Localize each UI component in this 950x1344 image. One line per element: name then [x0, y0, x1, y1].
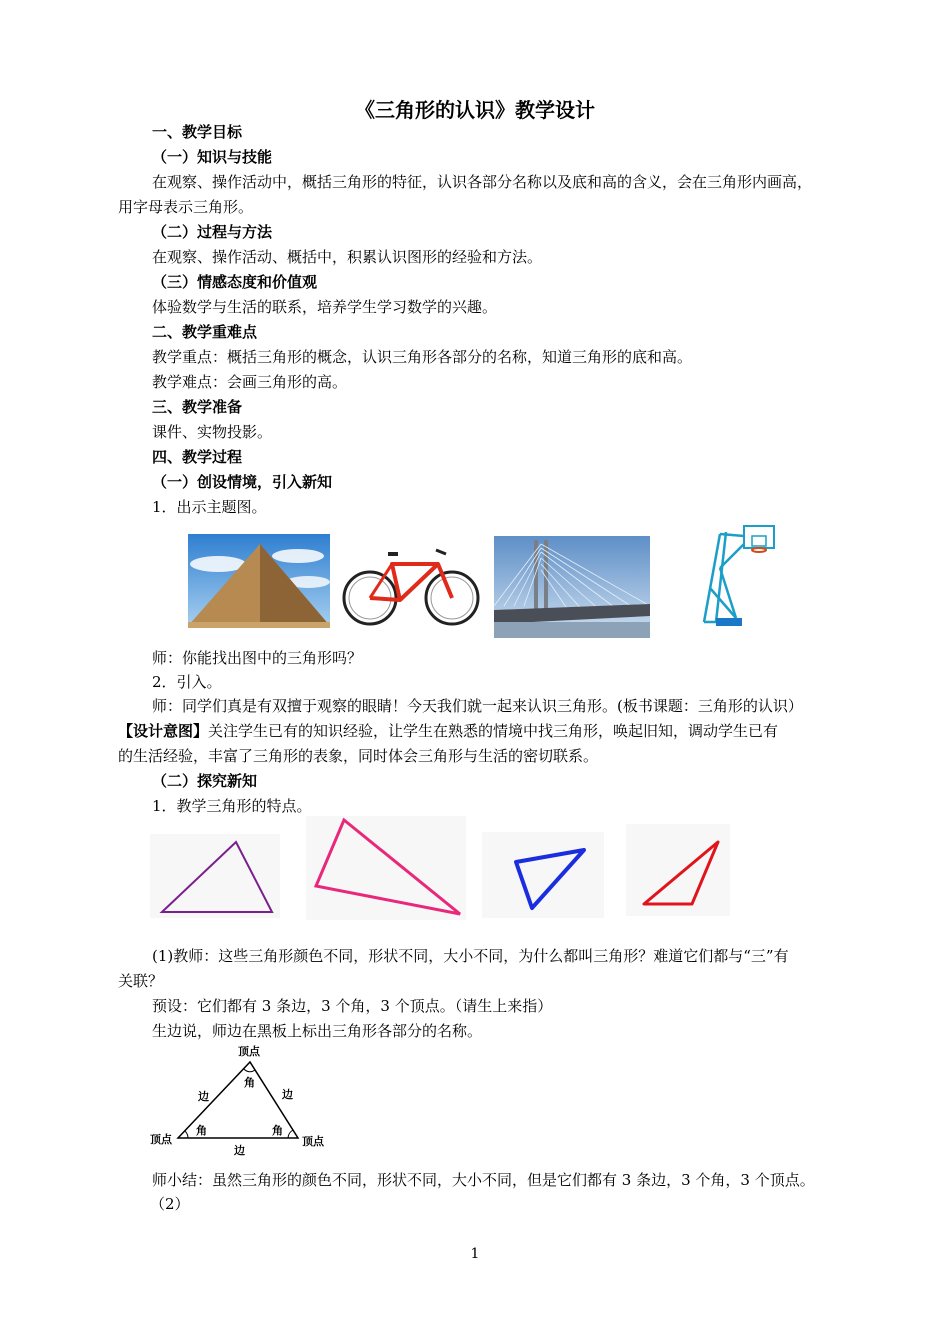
side-bottom-label: 边 — [234, 1144, 245, 1157]
angle-right-label: 角 — [272, 1124, 283, 1137]
page-number: 1 — [470, 1246, 480, 1262]
question-1-a: (1)教师：这些三角形颜色不同，形状不同，大小不同，为什么都叫三角形？难道它们都与“三”有 — [152, 947, 789, 965]
heading-key: 二、教学重难点 — [152, 323, 258, 341]
paragraph-step2: 2．引入。 — [152, 673, 222, 691]
heading-goal1: （一）知识与技能 — [152, 148, 273, 166]
angle-left-label: 角 — [196, 1124, 207, 1137]
preset-answer: 预设：它们都有 3 条边，3 个角，3 个顶点。（请生上来指） — [152, 997, 553, 1015]
bridge-image — [494, 536, 650, 638]
basketball-hoop-image — [686, 518, 782, 632]
next-item: （2） — [150, 1195, 190, 1213]
teacher-summary: 师小结：虽然三角形的颜色不同，形状不同，大小不同，但是它们都有 3 条边，3 个角，3 个顶点。 — [152, 1171, 815, 1189]
triangle-purple — [150, 834, 280, 918]
paragraph-difficulty: 教学难点：会画三角形的高。 — [152, 373, 348, 391]
teacher-question: 师：你能找出图中的三角形吗？ — [152, 649, 363, 667]
paragraph-prep: 课件、实物投影。 — [152, 423, 273, 441]
paragraph-goal2: 在观察、操作活动、概括中，积累认识图形的经验和方法。 — [152, 248, 543, 266]
paragraph-goal3: 体验数学与生活的联系，培养学生学习数学的兴趣。 — [152, 298, 498, 316]
mark-instruction: 生边说，师边在黑板上标出三角形各部分的名称。 — [152, 1022, 483, 1040]
side-right-label: 边 — [282, 1088, 293, 1101]
vertex-top-label: 顶点 — [238, 1045, 260, 1058]
angle-top-label: 角 — [244, 1076, 255, 1089]
question-1-b: 关联？ — [118, 972, 164, 990]
paragraph-goal1-b: 用字母表示三角形。 — [118, 198, 254, 216]
heading-process: 四、教学过程 — [152, 448, 243, 466]
paragraph-step1: 1．出示主题图。 — [152, 498, 267, 516]
paragraph-goal1-a: 在观察、操作活动中，概括三角形的特征，认识各部分名称以及底和高的含义，会在三角形内画高， — [152, 173, 813, 191]
heading-prep: 三、教学准备 — [152, 398, 243, 416]
triangle-blue — [482, 832, 604, 918]
design-intent-b: 的生活经验，丰富了三角形的表象，同时体会三角形与生活的密切联系。 — [118, 747, 599, 765]
design-intent-a — [118, 721, 778, 741]
paragraph-proc2-step1: 1．教学三角形的特点。 — [152, 797, 312, 815]
design-intent-label: 【设计意图】 — [118, 722, 209, 740]
paragraph-key: 教学重点：概括三角形的概念，认识三角形各部分的名称，知道三角形的底和高。 — [152, 348, 693, 366]
vertex-left-label: 顶点 — [150, 1133, 172, 1146]
triangle-parts-diagram — [150, 1042, 330, 1160]
triangle-red — [626, 824, 730, 916]
heading-proc2: （二）探究新知 — [152, 772, 258, 790]
heading-proc1: （一）创设情境，引入新知 — [152, 473, 333, 491]
vertex-right-label: 顶点 — [302, 1135, 324, 1148]
teacher-intro: 师：同学们真是有双擅于观察的眼睛！今天我们就一起来认识三角形。(板书课题：三角形的认识） — [152, 697, 803, 715]
bicycle-image — [338, 542, 484, 626]
heading-goals: 一、教学目标 — [152, 123, 243, 141]
side-left-label: 边 — [198, 1090, 209, 1103]
triangle-pink — [306, 816, 466, 920]
design-intent-text: 关注学生已有的知识经验，让学生在熟悉的情境中找三角形，唤起旧知，调动学生已有 — [208, 722, 779, 740]
heading-goal3: （三）情感态度和价值观 — [152, 273, 318, 291]
page-title: 《三角形的认识》教学设计 — [355, 98, 595, 122]
pyramid-image — [188, 534, 330, 628]
heading-goal2: （二）过程与方法 — [152, 223, 273, 241]
